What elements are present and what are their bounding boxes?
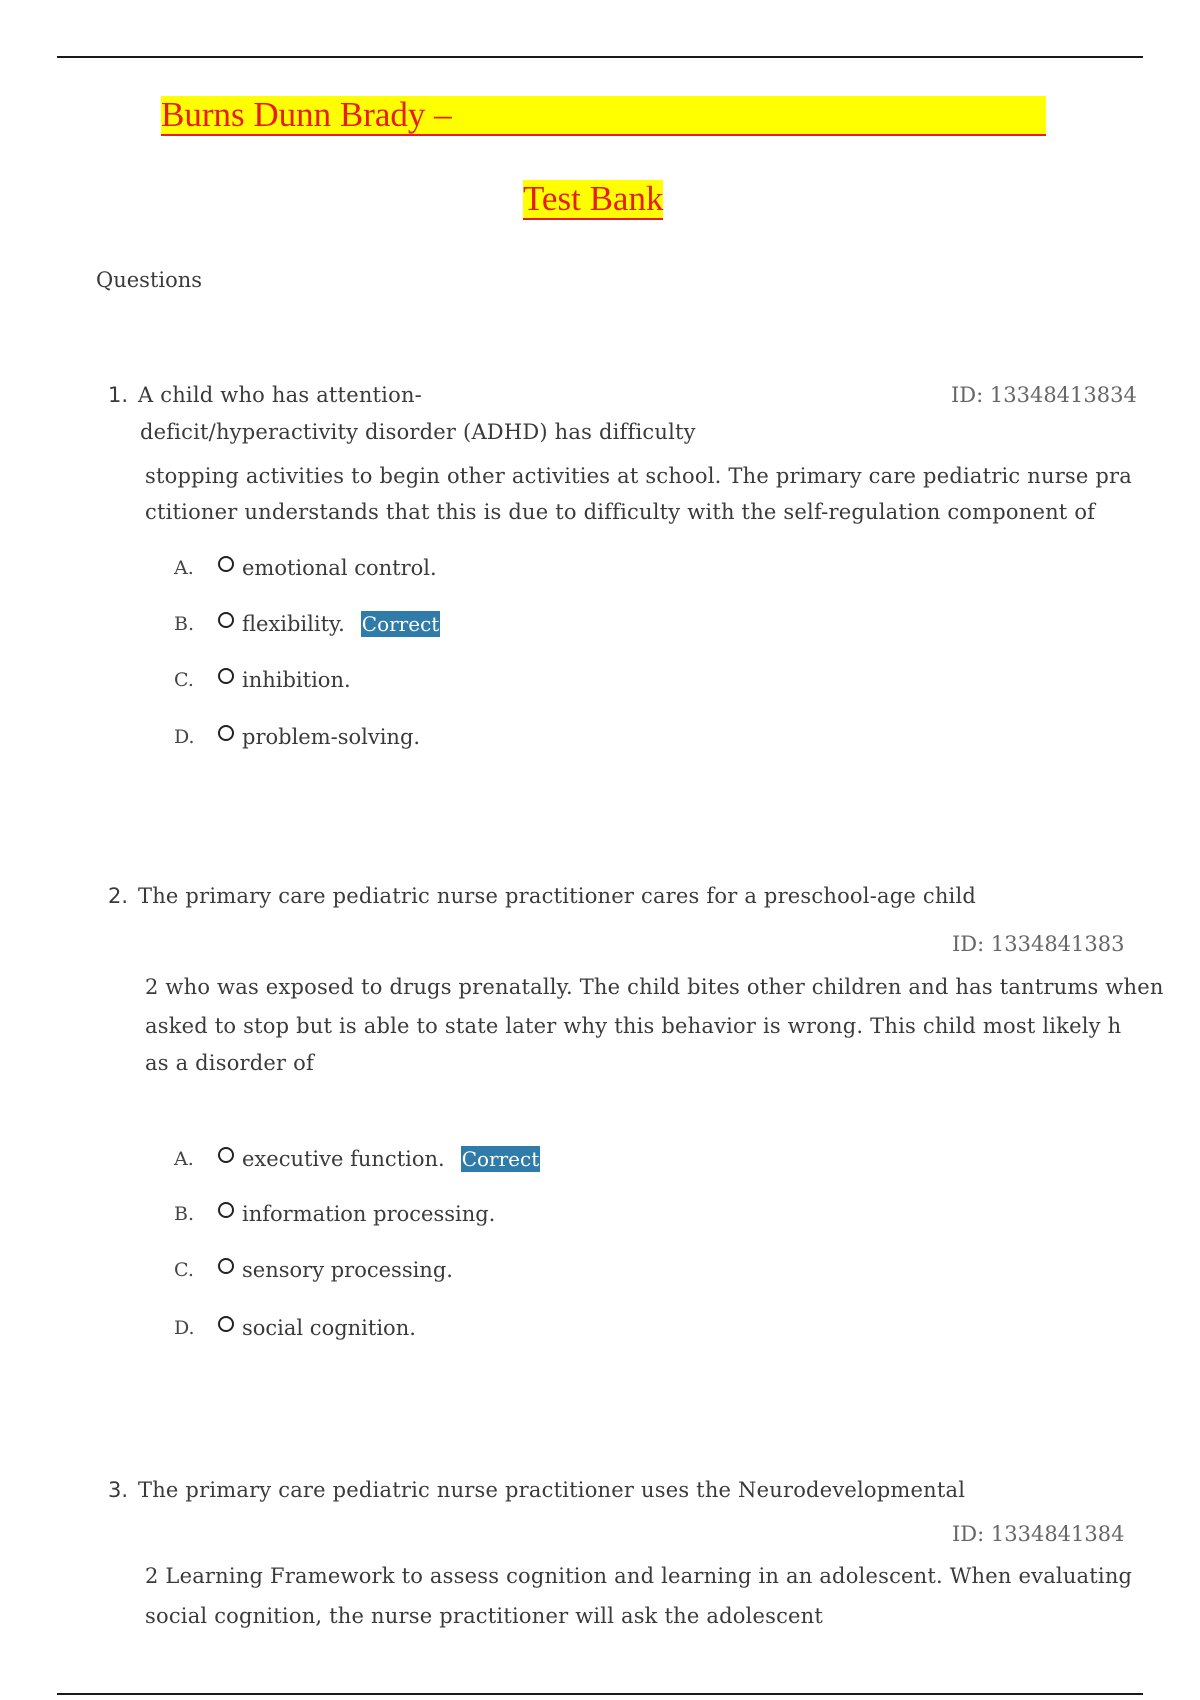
correct-badge: Correct [361, 612, 440, 636]
question-text-line: A child who has attention- [138, 383, 422, 407]
answer-option[interactable] [174, 1255, 453, 1285]
radio-icon[interactable] [218, 1202, 234, 1218]
question-id: ID: 13348413834 [951, 383, 1137, 407]
question-text-line: asked to stop but is able to state later why this behavior is wrong. This child most likely h [145, 1014, 1122, 1038]
question-text-line: stopping activities to begin other activities at school. The primary care pediatric nurse pra [145, 464, 1133, 488]
radio-icon[interactable] [218, 1316, 234, 1332]
option-text: problem-solving. [242, 725, 421, 749]
option-text: information processing. [242, 1202, 496, 1226]
answer-option[interactable] [174, 553, 437, 583]
radio-icon[interactable] [218, 612, 234, 628]
question-id: ID: 1334841384 [952, 1522, 1125, 1546]
question-id: ID: 1334841383 [952, 932, 1125, 956]
option-letter: D. [174, 1317, 195, 1339]
option-letter: C. [174, 1259, 194, 1281]
question-text-line: social cognition, the nurse practitioner will ask the adolescent [145, 1604, 824, 1628]
answer-option[interactable] [174, 665, 351, 695]
option-text: emotional control. [242, 556, 437, 580]
document-subtitle: Test Bank [523, 179, 664, 218]
top-rule [57, 56, 1143, 58]
radio-icon[interactable] [218, 1258, 234, 1274]
bottom-rule [57, 1693, 1143, 1695]
answer-option[interactable] [174, 1199, 495, 1229]
option-text: social cognition. [242, 1316, 416, 1340]
question-number: 1. [108, 383, 129, 407]
section-label: Questions [96, 268, 203, 292]
radio-icon[interactable] [218, 668, 234, 684]
question-number: 2. [108, 884, 129, 908]
radio-icon[interactable] [218, 725, 234, 741]
question-text-line: deficit/hyperactivity disorder (ADHD) has difficulty [140, 420, 696, 444]
question-text-line: 2 Learning Framework to assess cognition and learning in an adolescent. When evaluating [145, 1564, 1133, 1588]
option-letter: C. [174, 669, 194, 691]
option-text: inhibition. [242, 668, 351, 692]
option-letter: B. [174, 613, 195, 635]
option-text: sensory processing. [242, 1258, 453, 1282]
option-letter: B. [174, 1203, 195, 1225]
question-number: 3. [108, 1478, 129, 1502]
answer-option[interactable] [174, 1313, 416, 1343]
option-letter: A. [174, 1148, 194, 1170]
radio-icon[interactable] [218, 556, 234, 572]
option-letter: A. [174, 557, 194, 579]
question-text-line: The primary care pediatric nurse practitioner uses the Neurodevelopmental [138, 1478, 966, 1502]
option-text: flexibility. [242, 612, 345, 636]
correct-badge: Correct [461, 1147, 540, 1171]
document-title: Burns Dunn Brady – [161, 96, 1046, 136]
radio-icon[interactable] [218, 1147, 234, 1163]
answer-option[interactable] [174, 1144, 540, 1174]
answer-option[interactable] [174, 609, 440, 639]
option-text: executive function. [242, 1147, 445, 1171]
answer-option[interactable] [174, 722, 420, 752]
question-text-line: as a disorder of [145, 1051, 314, 1075]
question-text-line: The primary care pediatric nurse practitioner cares for a preschool-age child [138, 884, 977, 908]
option-letter: D. [174, 726, 195, 748]
question-text-line: ctitioner understands that this is due to difficulty with the self-regulation component of [145, 500, 1096, 524]
question-text-line: 2 who was exposed to drugs prenatally. The child bites other children and has tantrums when [145, 975, 1164, 999]
